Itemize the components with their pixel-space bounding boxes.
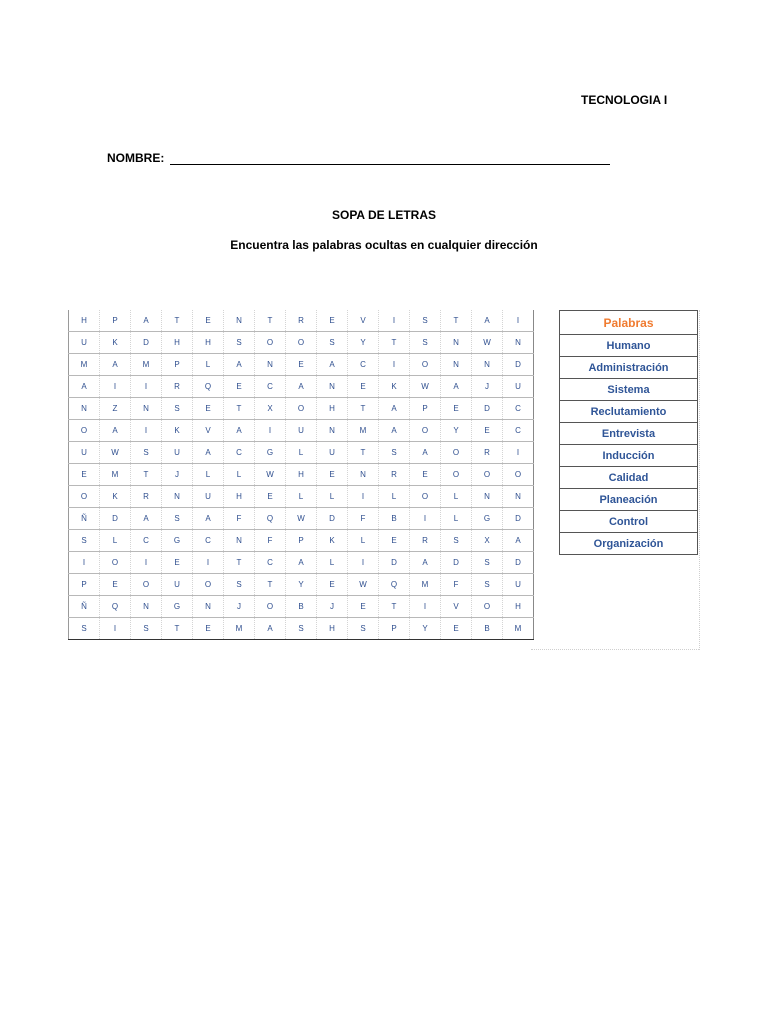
grid-cell[interactable]: A: [286, 552, 317, 574]
grid-cell[interactable]: P: [379, 618, 410, 640]
grid-cell[interactable]: C: [348, 354, 379, 376]
grid-cell[interactable]: I: [503, 310, 534, 332]
grid-cell[interactable]: N: [317, 420, 348, 442]
grid-cell[interactable]: A: [255, 618, 286, 640]
grid-cell[interactable]: L: [317, 486, 348, 508]
grid-cell[interactable]: N: [162, 486, 193, 508]
grid-cell[interactable]: A: [224, 420, 255, 442]
grid-cell[interactable]: J: [317, 596, 348, 618]
grid-cell[interactable]: S: [162, 508, 193, 530]
grid-cell[interactable]: D: [379, 552, 410, 574]
word-list-item: Control: [560, 511, 698, 533]
grid-cell[interactable]: E: [317, 310, 348, 332]
grid-cell[interactable]: T: [255, 310, 286, 332]
grid-cell[interactable]: N: [441, 354, 472, 376]
grid-row: [69, 420, 534, 442]
grid-cell[interactable]: N: [317, 376, 348, 398]
grid-cell[interactable]: O: [410, 486, 441, 508]
word-search-grid: [68, 310, 534, 640]
grid-row: [69, 552, 534, 574]
grid-cell[interactable]: G: [162, 596, 193, 618]
grid-cell[interactable]: M: [224, 618, 255, 640]
grid-cell[interactable]: V: [193, 420, 224, 442]
grid-cell[interactable]: I: [410, 596, 441, 618]
grid-cell[interactable]: J: [224, 596, 255, 618]
grid-cell[interactable]: A: [286, 376, 317, 398]
grid-cell[interactable]: H: [162, 332, 193, 354]
grid-cell[interactable]: U: [286, 420, 317, 442]
grid-cell[interactable]: M: [69, 354, 100, 376]
grid-cell[interactable]: N: [503, 332, 534, 354]
grid-cell[interactable]: C: [131, 530, 162, 552]
grid-cell[interactable]: C: [224, 442, 255, 464]
grid-cell[interactable]: U: [69, 332, 100, 354]
grid-cell[interactable]: O: [69, 486, 100, 508]
word-list: [559, 310, 698, 555]
grid-cell[interactable]: E: [410, 464, 441, 486]
grid-cell[interactable]: M: [100, 464, 131, 486]
grid-cell[interactable]: A: [193, 508, 224, 530]
grid-cell[interactable]: N: [472, 486, 503, 508]
grid-cell[interactable]: I: [193, 552, 224, 574]
grid-row: [69, 486, 534, 508]
grid-cell[interactable]: A: [100, 354, 131, 376]
grid-cell[interactable]: P: [410, 398, 441, 420]
grid-cell[interactable]: D: [503, 508, 534, 530]
grid-cell[interactable]: V: [348, 310, 379, 332]
grid-cell[interactable]: U: [162, 442, 193, 464]
grid-cell[interactable]: R: [162, 376, 193, 398]
grid-cell[interactable]: O: [286, 398, 317, 420]
puzzle-instructions: Encuentra las palabras ocultas en cualquier dirección: [230, 238, 538, 252]
grid-cell[interactable]: K: [379, 376, 410, 398]
grid-cell[interactable]: E: [348, 376, 379, 398]
grid-cell[interactable]: L: [317, 552, 348, 574]
grid-cell[interactable]: K: [100, 486, 131, 508]
grid-cell[interactable]: C: [255, 376, 286, 398]
grid-cell[interactable]: S: [317, 332, 348, 354]
grid-row: [69, 376, 534, 398]
grid-cell[interactable]: C: [193, 530, 224, 552]
grid-cell[interactable]: L: [193, 464, 224, 486]
grid-cell[interactable]: P: [162, 354, 193, 376]
word-list-item: Entrevista: [560, 423, 698, 445]
grid-cell[interactable]: O: [410, 420, 441, 442]
grid-cell[interactable]: E: [348, 596, 379, 618]
name-blank-line[interactable]: [170, 151, 610, 165]
grid-cell[interactable]: E: [255, 486, 286, 508]
grid-cell[interactable]: S: [472, 552, 503, 574]
grid-cell[interactable]: O: [503, 464, 534, 486]
grid-cell[interactable]: N: [131, 596, 162, 618]
puzzle-title: SOPA DE LETRAS: [331, 208, 436, 222]
grid-cell[interactable]: I: [131, 420, 162, 442]
grid-cell[interactable]: I: [348, 486, 379, 508]
grid-cell[interactable]: I: [410, 508, 441, 530]
grid-cell[interactable]: I: [255, 420, 286, 442]
grid-cell[interactable]: O: [193, 574, 224, 596]
grid-cell[interactable]: E: [193, 310, 224, 332]
grid-cell[interactable]: D: [472, 398, 503, 420]
grid-cell[interactable]: R: [379, 464, 410, 486]
grid-cell[interactable]: D: [503, 552, 534, 574]
grid-cell[interactable]: N: [472, 354, 503, 376]
grid-cell[interactable]: E: [100, 574, 131, 596]
grid-cell[interactable]: T: [379, 596, 410, 618]
grid-cell[interactable]: S: [224, 332, 255, 354]
grid-cell[interactable]: T: [131, 464, 162, 486]
grid-cell[interactable]: L: [100, 530, 131, 552]
grid-cell[interactable]: F: [224, 508, 255, 530]
grid-cell[interactable]: Q: [379, 574, 410, 596]
grid-cell[interactable]: M: [410, 574, 441, 596]
grid-cell[interactable]: X: [255, 398, 286, 420]
grid-cell[interactable]: T: [348, 398, 379, 420]
grid-cell[interactable]: J: [472, 376, 503, 398]
grid-cell[interactable]: C: [503, 420, 534, 442]
grid-cell[interactable]: W: [348, 574, 379, 596]
name-field: [107, 151, 610, 165]
grid-cell[interactable]: R: [472, 442, 503, 464]
grid-row: [69, 618, 534, 640]
grid-cell[interactable]: N: [255, 354, 286, 376]
grid-cell[interactable]: I: [131, 552, 162, 574]
grid-cell[interactable]: S: [131, 618, 162, 640]
grid-cell[interactable]: E: [472, 420, 503, 442]
grid-cell[interactable]: S: [131, 442, 162, 464]
grid-cell[interactable]: A: [503, 530, 534, 552]
grid-cell[interactable]: O: [100, 552, 131, 574]
grid-cell[interactable]: X: [472, 530, 503, 552]
grid-cell[interactable]: Z: [100, 398, 131, 420]
grid-cell[interactable]: L: [193, 354, 224, 376]
grid-cell[interactable]: A: [379, 398, 410, 420]
grid-cell[interactable]: Y: [286, 574, 317, 596]
grid-cell[interactable]: I: [69, 552, 100, 574]
grid-cell[interactable]: N: [224, 310, 255, 332]
grid-cell[interactable]: Q: [193, 376, 224, 398]
grid-cell[interactable]: I: [503, 442, 534, 464]
grid-cell[interactable]: T: [348, 442, 379, 464]
grid-cell[interactable]: U: [503, 376, 534, 398]
grid-cell[interactable]: S: [69, 618, 100, 640]
grid-cell[interactable]: O: [472, 596, 503, 618]
grid-cell[interactable]: T: [379, 332, 410, 354]
grid-cell[interactable]: P: [286, 530, 317, 552]
grid-cell[interactable]: O: [441, 464, 472, 486]
grid-cell[interactable]: E: [441, 398, 472, 420]
word-list-item: Organización: [560, 533, 698, 555]
grid-cell[interactable]: E: [441, 618, 472, 640]
word-list-item: Reclutamiento: [560, 401, 698, 423]
grid-cell[interactable]: D: [441, 552, 472, 574]
grid-cell[interactable]: G: [162, 530, 193, 552]
grid-cell[interactable]: B: [472, 618, 503, 640]
grid-cell[interactable]: Ñ: [69, 596, 100, 618]
grid-cell[interactable]: E: [224, 376, 255, 398]
grid-cell[interactable]: Y: [348, 332, 379, 354]
grid-cell[interactable]: A: [410, 442, 441, 464]
grid-cell[interactable]: K: [162, 420, 193, 442]
grid-cell[interactable]: V: [441, 596, 472, 618]
grid-cell[interactable]: C: [255, 552, 286, 574]
grid-cell[interactable]: L: [286, 442, 317, 464]
grid-cell[interactable]: O: [286, 332, 317, 354]
grid-cell[interactable]: O: [410, 354, 441, 376]
grid-cell[interactable]: W: [410, 376, 441, 398]
grid-cell[interactable]: W: [100, 442, 131, 464]
grid-cell[interactable]: Y: [441, 420, 472, 442]
grid-cell[interactable]: N: [131, 398, 162, 420]
grid-cell[interactable]: C: [503, 398, 534, 420]
grid-cell[interactable]: W: [472, 332, 503, 354]
word-list-header: Palabras: [560, 311, 698, 335]
grid-cell[interactable]: H: [317, 398, 348, 420]
grid-cell[interactable]: P: [100, 310, 131, 332]
grid-cell[interactable]: O: [131, 574, 162, 596]
grid-cell[interactable]: D: [100, 508, 131, 530]
grid-cell[interactable]: E: [379, 530, 410, 552]
grid-cell[interactable]: M: [503, 618, 534, 640]
grid-cell[interactable]: G: [472, 508, 503, 530]
grid-cell[interactable]: S: [472, 574, 503, 596]
grid-cell[interactable]: R: [131, 486, 162, 508]
grid-cell[interactable]: L: [441, 486, 472, 508]
grid-cell[interactable]: A: [69, 376, 100, 398]
grid-cell[interactable]: N: [348, 464, 379, 486]
grid-cell[interactable]: T: [255, 574, 286, 596]
grid-cell[interactable]: F: [348, 508, 379, 530]
grid-cell[interactable]: H: [503, 596, 534, 618]
grid-cell[interactable]: M: [348, 420, 379, 442]
grid-cell[interactable]: Q: [100, 596, 131, 618]
grid-cell[interactable]: S: [410, 310, 441, 332]
grid-cell[interactable]: U: [317, 442, 348, 464]
word-list-item: Administración: [560, 357, 698, 379]
course-title: TECNOLOGIA I: [581, 93, 668, 107]
grid-cell[interactable]: B: [286, 596, 317, 618]
grid-row: [69, 508, 534, 530]
grid-cell[interactable]: G: [255, 442, 286, 464]
grid-cell[interactable]: E: [317, 464, 348, 486]
grid-row: [69, 530, 534, 552]
grid-row: [69, 596, 534, 618]
word-list-item: Inducción: [560, 445, 698, 467]
grid-cell[interactable]: U: [193, 486, 224, 508]
grid-cell[interactable]: E: [162, 552, 193, 574]
word-list-item: Planeación: [560, 489, 698, 511]
grid-cell[interactable]: U: [69, 442, 100, 464]
grid-cell[interactable]: A: [193, 442, 224, 464]
grid-cell[interactable]: O: [441, 442, 472, 464]
grid-cell[interactable]: H: [69, 310, 100, 332]
grid-cell[interactable]: U: [503, 574, 534, 596]
grid-cell[interactable]: Q: [255, 508, 286, 530]
word-list-item: Calidad: [560, 467, 698, 489]
grid-cell[interactable]: L: [441, 508, 472, 530]
grid-cell[interactable]: E: [317, 574, 348, 596]
grid-cell[interactable]: H: [317, 618, 348, 640]
grid-cell[interactable]: A: [100, 420, 131, 442]
word-list-item: Sistema: [560, 379, 698, 401]
grid-cell[interactable]: Ñ: [69, 508, 100, 530]
grid-cell[interactable]: E: [193, 398, 224, 420]
grid-row: [69, 574, 534, 596]
grid-cell[interactable]: S: [410, 332, 441, 354]
grid-row: [69, 354, 534, 376]
grid-row: [69, 310, 534, 332]
grid-cell[interactable]: A: [379, 420, 410, 442]
grid-cell[interactable]: S: [348, 618, 379, 640]
grid-cell[interactable]: E: [69, 464, 100, 486]
grid-cell[interactable]: W: [286, 508, 317, 530]
grid-cell[interactable]: L: [348, 530, 379, 552]
grid-cell[interactable]: J: [162, 464, 193, 486]
grid-cell[interactable]: T: [441, 310, 472, 332]
grid-cell[interactable]: I: [348, 552, 379, 574]
grid-cell[interactable]: T: [224, 398, 255, 420]
grid-cell[interactable]: H: [193, 332, 224, 354]
grid-row: [69, 464, 534, 486]
grid-cell[interactable]: O: [69, 420, 100, 442]
grid-cell[interactable]: I: [379, 354, 410, 376]
grid-cell[interactable]: K: [317, 530, 348, 552]
grid-cell[interactable]: N: [69, 398, 100, 420]
grid-row: [69, 332, 534, 354]
grid-cell[interactable]: N: [503, 486, 534, 508]
grid-cell[interactable]: I: [100, 376, 131, 398]
grid-cell[interactable]: T: [162, 310, 193, 332]
grid-cell[interactable]: L: [224, 464, 255, 486]
grid-cell[interactable]: O: [255, 596, 286, 618]
grid-row: [69, 398, 534, 420]
grid-cell[interactable]: D: [131, 332, 162, 354]
grid-cell[interactable]: R: [410, 530, 441, 552]
grid-cell[interactable]: D: [317, 508, 348, 530]
grid-cell[interactable]: M: [131, 354, 162, 376]
grid-cell[interactable]: I: [379, 310, 410, 332]
grid-cell[interactable]: I: [100, 618, 131, 640]
grid-cell[interactable]: F: [255, 530, 286, 552]
grid-cell[interactable]: B: [379, 508, 410, 530]
grid-cell[interactable]: T: [224, 552, 255, 574]
grid-cell[interactable]: L: [379, 486, 410, 508]
grid-cell[interactable]: S: [441, 530, 472, 552]
grid-cell[interactable]: S: [224, 574, 255, 596]
grid-cell[interactable]: A: [131, 508, 162, 530]
grid-cell[interactable]: H: [286, 464, 317, 486]
grid-cell[interactable]: H: [224, 486, 255, 508]
grid-cell[interactable]: S: [69, 530, 100, 552]
grid-cell[interactable]: S: [379, 442, 410, 464]
grid-row: [69, 442, 534, 464]
grid-cell[interactable]: U: [162, 574, 193, 596]
grid-cell[interactable]: A: [410, 552, 441, 574]
grid-cell[interactable]: N: [224, 530, 255, 552]
grid-cell[interactable]: S: [286, 618, 317, 640]
grid-cell[interactable]: A: [224, 354, 255, 376]
name-label: NOMBRE:: [107, 151, 165, 165]
grid-cell[interactable]: E: [286, 354, 317, 376]
grid-cell[interactable]: R: [286, 310, 317, 332]
grid-cell[interactable]: N: [193, 596, 224, 618]
grid-cell[interactable]: Y: [410, 618, 441, 640]
grid-cell[interactable]: O: [472, 464, 503, 486]
grid-cell[interactable]: S: [162, 398, 193, 420]
grid-cell[interactable]: O: [255, 332, 286, 354]
grid-cell[interactable]: A: [472, 310, 503, 332]
grid-cell[interactable]: F: [441, 574, 472, 596]
grid-cell[interactable]: N: [441, 332, 472, 354]
grid-cell[interactable]: E: [193, 618, 224, 640]
grid-cell[interactable]: K: [100, 332, 131, 354]
grid-cell[interactable]: T: [162, 618, 193, 640]
grid-cell[interactable]: A: [441, 376, 472, 398]
table-gutter-bottom: [531, 649, 699, 650]
grid-cell[interactable]: A: [317, 354, 348, 376]
grid-cell[interactable]: D: [503, 354, 534, 376]
grid-cell[interactable]: I: [131, 376, 162, 398]
grid-cell[interactable]: P: [69, 574, 100, 596]
grid-cell[interactable]: L: [286, 486, 317, 508]
word-list-item: Humano: [560, 335, 698, 357]
grid-cell[interactable]: A: [131, 310, 162, 332]
grid-cell[interactable]: W: [255, 464, 286, 486]
